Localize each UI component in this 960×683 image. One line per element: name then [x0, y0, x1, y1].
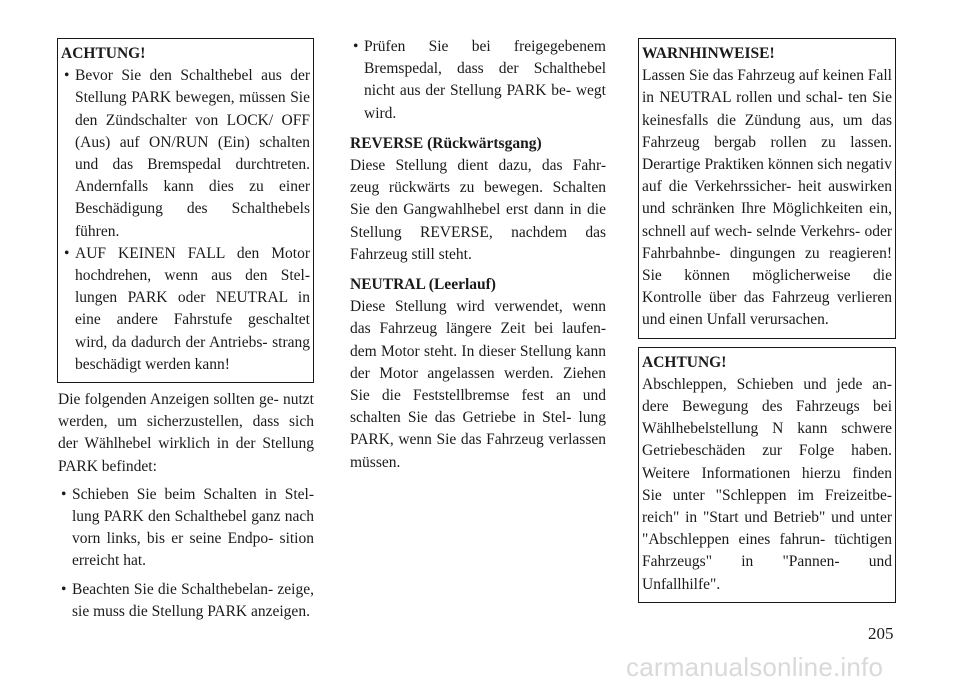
- list-item: • Schieben Sie beim Schalten in Stel- lung PARK den Schalthebel ganz nach vorn links, bis er seine Endpo- sition erreicht hat.: [58, 484, 314, 573]
- column-2: [350, 36, 606, 474]
- warning-box-achtung: [57, 38, 314, 383]
- park-check-list: [58, 484, 314, 623]
- list-item: • Beachten Sie die Schalthebelan- zeige, sie muss die Stellung PARK anzeigen.: [58, 579, 314, 623]
- warning-item: • Bevor Sie den Schalthebel aus der Stellung PARK bewegen, müssen Sie den Zündschalter von LOCK/ OFF (Aus) auf ON/RUN (Ein) schalten und das Bremspedal durchtreten. Andernfalls kann dies zu einer Beschädigung des Schalthebels führen.: [61, 65, 310, 243]
- caution-text: Abschleppen, Schieben und jede an- dere Bewegung des Fahrzeugs bei Wählhebelstellung N kann schwere Getriebeschäden zur Folge haben. Weitere Informationen hierzu finden Sie unter "Schleppen im Freizeitbe- reich" in "Start und Betrieb" und unter "Abschleppen eines fahrun- tüchtigen Fahrzeugs" in "Pannen- und Unfallhilfe".: [642, 375, 892, 593]
- caution-title: ACHTUNG!: [642, 353, 727, 371]
- warning-title: WARNHINWEISE!: [642, 45, 775, 62]
- caution-box-achtung: [638, 347, 896, 603]
- reverse-heading: REVERSE (Rückwärtsgang): [350, 134, 542, 152]
- warning-box-warnhinweise: [638, 38, 896, 339]
- warning-item: • AUF KEINEN FALL den Motor hochdrehen, wenn aus den Stel- lungen PARK oder NEUTRAL in eine andere Fahrstufe geschaltet wird, da dadurch der Antriebs- strang beschädigt werden kann!: [61, 243, 310, 376]
- park-check-list-cont: [350, 36, 606, 125]
- watermark: carmanualsonline.info: [626, 652, 884, 682]
- column-1: [58, 38, 314, 623]
- warning-title: ACHTUNG!: [61, 45, 146, 62]
- neutral-paragraph: Diese Stellung wird verwendet, wenn das Fahrzeug längere Zeit bei laufen- dem Motor steht. In dieser Stellung kann der Motor angelassen werden. Ziehen Sie die Feststellbremse fest an und schalten Sie das Getriebe in Stel- lung PARK, wenn Sie das Fahrzeug verlassen müssen.: [350, 298, 606, 471]
- column-3: [640, 38, 896, 603]
- neutral-heading: NEUTRAL (Leerlauf): [350, 276, 496, 294]
- page-number: 205: [868, 624, 894, 643]
- list-item: • Prüfen Sie bei freigegebenem Bremspedal, dass der Schalthebel nicht aus der Stellung PARK be- wegt wird.: [350, 36, 606, 125]
- reverse-paragraph: Diese Stellung dient dazu, das Fahr- zeug rückwärts zu bewegen. Schalten Sie den Gangwahlhebel erst dann in die Stellung REVERSE, nachdem das Fahrzeug still steht.: [350, 157, 606, 263]
- warning-text: Lassen Sie das Fahrzeug auf keinen Fall in NEUTRAL rollen und schal- ten Sie keinesfalls die Zündung aus, um das Fahrzeug bergab rollen zu lassen. Derartige Praktiken können sich negativ auf die Verkehrssicher- heit auswirken und schränken Ihre Möglichkeiten ein, schnell auf wech- selnde Verkehrs- oder Fahrbahnbe- dingungen zu reagieren! Sie können möglicherweise die Kontrolle über das Fahrzeug verlieren und einen Unfall verursachen.: [642, 67, 892, 329]
- warning-list: [61, 65, 310, 376]
- intro-paragraph: Die folgenden Anzeigen sollten ge- nutzt werden, um sicherzustellen, dass sich der Wählhebel wirklich in der Stellung PARK befindet:: [58, 391, 314, 475]
